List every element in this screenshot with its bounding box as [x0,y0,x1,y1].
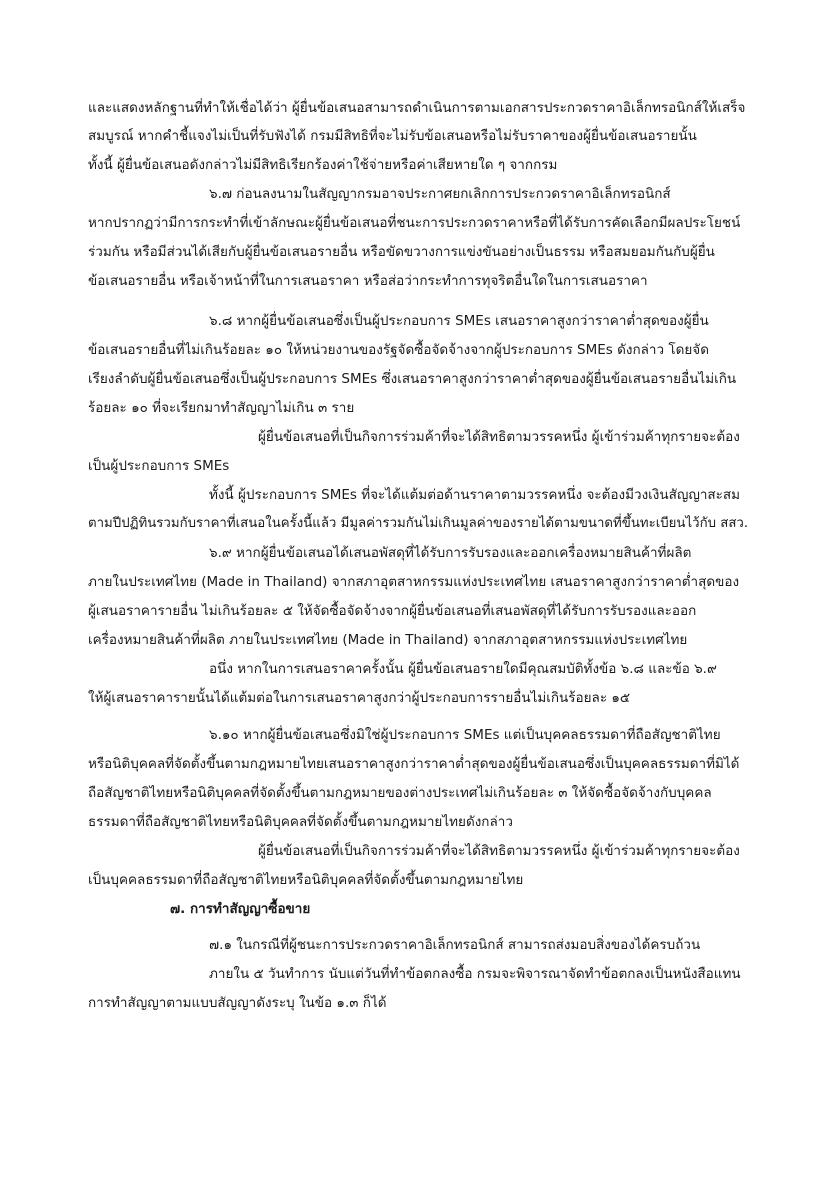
text-line: เป็นผู้ประกอบการ SMEs [88,458,230,474]
text-line: ๗.๑ ในกรณีที่ผู้ชนะการประกวดราคาอิเล็กทรอนิกส์ สามารถส่งมอบสิ่งของได้ครบถ้วน [209,937,701,953]
text-line: ร้อยละ ๑๐ ที่จะเรียกมาทำสัญญาไม่เกิน ๓ ราย [88,400,355,416]
text-line: สมบูรณ์ หากคำชี้แจงไม่เป็นที่รับฟังได้ กรมมีสิทธิที่จะไม่รับข้อเสนอหรือไม่รับราคาของผู้ยื่นข้อเสนอรายนั้น [88,128,697,144]
text-line: ผู้ยื่นข้อเสนอที่เป็นกิจการร่วมค้าที่จะได้สิทธิตามวรรคหนึ่ง ผู้เข้าร่วมค้าทุกรายจะต้อง [258,429,740,445]
text-line: ภายใน ๕ วันทำการ นับแต่วันที่ทำข้อตกลงซื้อ กรมจะพิจารณาจัดทำข้อตกลงเป็นหนังสือแทน [209,966,741,982]
text-line: ตามปีปฏิทินรวมกับราคาที่เสนอในครั้งนี้แล้ว มีมูลค่ารวมกันไม่เกินมูลค่าของรายได้ตามขนาดที่ขึ้นทะเบียนไว้กับ สสว. [88,516,749,531]
text-line: ข้อเสนอรายอื่นที่ไม่เกินร้อยละ ๑๐ ให้หน่วยงานของรัฐจัดซื้อจัดจ้างจากผู้ประกอบการ SMEs ดังกล่าว โดยจัด [88,342,709,358]
text-line: ๖.๘ หากผู้ยื่นข้อเสนอซึ่งเป็นผู้ประกอบการ SMEs เสนอราคาสูงกว่าราคาต่ำสุดของผู้ยื่น [209,313,709,329]
text-line: ถือสัญชาติไทยหรือนิติบุคคลที่จัดตั้งขึ้นตามกฎหมายของต่างประเทศไม่เกินร้อยละ ๓ ให้จัดซื้อจัดจ้างกับบุคคล [88,785,712,801]
text-line: หรือนิติบุคคลที่จัดตั้งขึ้นตามกฎหมายไทยเสนอราคาสูงกว่าราคาต่ำสุดของผู้ยื่นข้อเสนอซึ่งเป็นบุคคลธรรมดาที่มิได้ [88,756,740,772]
text-line: ผู้เสนอราคารายอื่น ไม่เกินร้อยละ ๕ ให้จัดซื้อจัดจ้างจากผู้ยื่นข้อเสนอที่เสนอพัสดุที่ได้รับการรับรองและออก [88,603,697,619]
text-line: ๖.๑๐ หากผู้ยื่นข้อเสนอซึ่งมิใช่ผู้ประกอบการ SMEs แต่เป็นบุคคลธรรมดาที่ถือสัญชาติไทย [209,727,721,743]
section-heading: ๗. การทำสัญญาซื้อขาย [170,901,311,917]
text-line: ให้ผู้เสนอราคารายนั้นได้แต้มต่อในการเสนอราคาสูงกว่าผู้ประกอบการรายอื่นไม่เกินร้อยละ ๑๕ [88,690,631,706]
text-line: ธรรมดาที่ถือสัญชาติไทยหรือนิติบุคคลที่จัดตั้งขึ้นตามกฎหมายไทยดังกล่าว [88,814,513,830]
text-line: ข้อเสนอรายอื่น หรือเจ้าหน้าที่ในการเสนอราคา หรือส่อว่ากระทำการทุจริตอื่นใดในการเสนอราคา [88,273,648,289]
text-line: ทั้งนี้ ผู้ยื่นข้อเสนอดังกล่าวไม่มีสิทธิเรียกร้องค่าใช้จ่ายหรือค่าเสียหายใด ๆ จากกรม [88,157,558,173]
text-line: ร่วมกัน หรือมีส่วนได้เสียกับผู้ยื่นข้อเสนอรายอื่น หรือขัดขวางการแข่งขันอย่างเป็นธรรม หรือสมยอมกันกับผู้ยื่น [88,244,715,260]
text-line: การทำสัญญาตามแบบสัญญาดังระบุ ในข้อ ๑.๓ ก็ได้ [88,995,387,1011]
text-line: ๖.๗ ก่อนลงนามในสัญญากรมอาจประกาศยกเลิกการประกวดราคาอิเล็กทรอนิกส์ [209,186,671,202]
text-line: ผู้ยื่นข้อเสนอที่เป็นกิจการร่วมค้าที่จะได้สิทธิตามวรรคหนึ่ง ผู้เข้าร่วมค้าทุกรายจะต้อง [258,843,740,859]
text-line: ทั้งนี้ ผู้ประกอบการ SMEs ที่จะได้แต้มต่อด้านราคาตามวรรคหนึ่ง จะต้องมีวงเงินสัญญาสะสม [209,487,741,503]
text-line: ภายในประเทศไทย (Made in Thailand) จากสภาอุตสาหกรรมแห่งประเทศไทย เสนอราคาสูงกว่าราคาต่ำสุดของ [88,574,740,590]
text-line: อนึ่ง หากในการเสนอราคาครั้งนั้น ผู้ยื่นข้อเสนอรายใดมีคุณสมบัติทั้งข้อ ๖.๘ และข้อ ๖.๙ [209,661,717,677]
text-line: เครื่องหมายสินค้าที่ผลิต ภายในประเทศไทย (Made in Thailand) จากสภาอุตสาหกรรมแห่งประเทศไทย [88,632,688,648]
text-line: เรียงลำดับผู้ยื่นข้อเสนอซึ่งเป็นผู้ประกอบการ SMEs ซึ่งเสนอราคาสูงกว่าราคาต่ำสุดของผู้ยื่นข้อเสนอรายอื่นไม่เกิน [88,371,737,387]
text-line: เป็นบุคคลธรรมดาที่ถือสัญชาติไทยหรือนิติบุคคลที่จัดตั้งขึ้นตามกฎหมายไทย [88,872,524,888]
text-line: ๖.๙ หากผู้ยื่นข้อเสนอได้เสนอพัสดุที่ได้รับการรับรองและออกเครื่องหมายสินค้าที่ผลิต [209,545,692,561]
text-line: หากปรากฏว่ามีการกระทำที่เข้าลักษณะผู้ยื่นข้อเสนอที่ชนะการประกวดราคาหรือที่ได้รับการคัดเลือกมีผลประโยชน์ [88,215,741,231]
text-line: และแสดงหลักฐานที่ทำให้เชื่อได้ว่า ผู้ยื่นข้อเสนอสามารถดำเนินการตามเอกสารประกวดราคาอิเล็กทรอนิกส์ให้เสร็จ [88,100,746,116]
